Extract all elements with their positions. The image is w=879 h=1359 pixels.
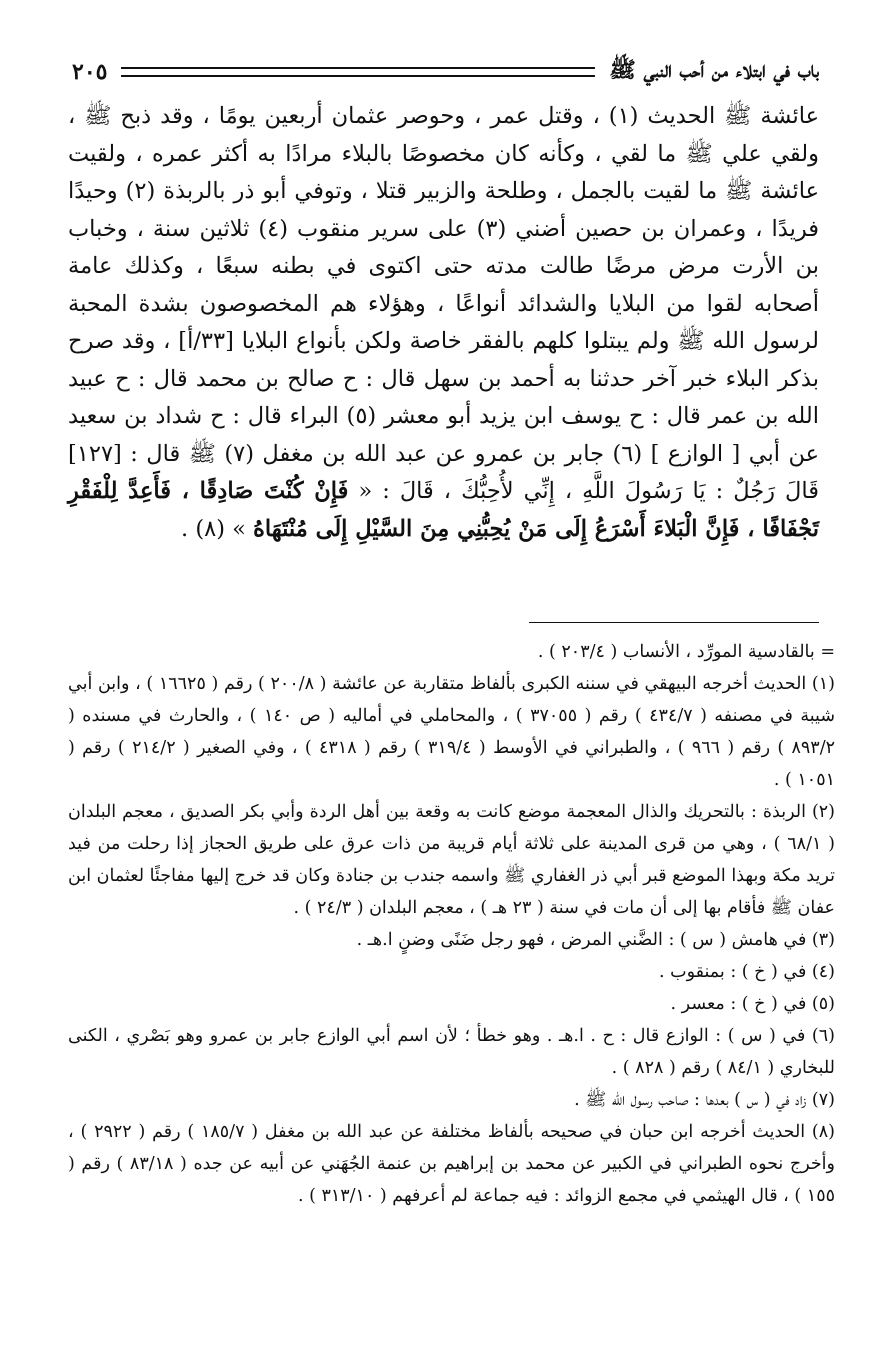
header-rule [121,67,595,77]
paragraph-tail: » (٨) . [181,515,246,542]
footnote-8: (٨) الحديث أخرجه ابن حبان في صحيحه بألفاظ مختلفة عن عبد الله بن مغفل ( ١٨٥/٧ ) رقم ( ٢٩٢٢ ) ، وأخرج نحوه الطبراني في الكبير عن محمد بن إبراهيم بن عنمة الجُهَني عن أبيه عن جده ( ٨٣/١٨ ) رقم ( ١٥٥ ) ، قال الهيثمي في مجمع الزوائد : فيه جماعة لم أعرفهم ( ٣١٣/١٠ ) . [68,1122,835,1206]
page-number: ٢٠٥ [72,59,108,85]
footnote-2: (٢) الربذة : بالتحريك والذال المعجمة موضع كانت به وقعة بين أهل الردة وأبي بكر الصديق ، معجم البلدان ( ٦٨/١ ) ، وهي من قرى المدينة على ثلاثة أيام قريبة من ذات عرق على طريق الحجاز إذا رحلت من فيد تريد مكة وبهذا الموضع قبر أبي ذر الغفاري ﷺ واسمه جندب بن جنادة وكان قد خرج إليها مفاجئًا لعثمان ابن عفان ﷺ فأقام بها إلى أن مات في سنة ( ٢٣ هـ ) ، معجم البلدان ( ٢٤/٣ ) . [68,802,836,918]
footnote-3: (٣) في هامش ( س ) : الضَّني المرض ، فهو رجل ضَنًى وضنٍ ا.هـ . [356,930,835,950]
footnote-4: (٤) في ( خ ) : بمنقوب . [659,962,835,982]
footnotes [68,636,835,1212]
main-text [68,98,819,548]
paragraph-text: عائشة ﷺ الحديث (١) ، وقتل عمر ، وحوصر عثمان أربعين يومًا ، وقد ذبح ﷺ ، ولقي علي ﷺ ما لقي ، وكأنه كان مخصوصًا بالبلاء مرادًا به أكثر عمره ، ولقيت عائشة ﷺ ما لقيت بالجمل ، وطلحة والزبير قتلا ، وتوفي أبو ذر بالربذة (٢) وحيدًا فريدًا ، وعمران بن حصين أضني (٣) على سرير منقوب (٤) ثلاثين سنة ، وخباب بن الأرت مرض مرضًا طالت مدته حتى اكتوى في بطنه سبعًا ، وكذلك عامة أصحابه لقوا من البلايا والشدائد أنواعًا ، وهؤلاء هم المخصوصون بشدة المحبة لرسول الله ﷺ ولم يبتلوا كلهم بالفقر خاصة ولكن بأنواع البلايا [٣٣/أ] ، وقد صرح بذكر البلاء خبر آخر حدثنا به أحمد بن سهل قال : ح صالح بن محمد قال : ح عبيد الله بن عمر قال : ح يوسف ابن يزيد أبو معشر (٥) البراء قال : ح شداد بن سعيد عن أبي [ الوازع ] (٦) جابر بن عمرو عن عبد الله بن مغفل (٧) ﷺ قال : [١٢٧] قَالَ رَجُلٌ : يَا رَسُولَ اللَّهِ ، إِنِّي لأُحِبُّكَ ، قَالَ : « [68,103,820,504]
hadith-quote: فَإِنْ كُنْتَ صَادِقًا ، فَأَعِدَّ لِلْفَقْرِ تَجْفَافًا ، فَإِنَّ الْبَلاءَ أَسْرَعُ إِلَى مَنْ يُحِبُّنِي مِنَ السَّيْلِ إِلَى مُنْتَهَاهُ [68,478,819,542]
footnote-7: (٧) زاد في ( س ) بعدها : صاحب رسول الله ﷺ . [574,1090,835,1110]
footnote-1: (١) الحديث أخرجه البيهقي في سننه الكبرى بألفاظ متقاربة عن عائشة ( ٢٠٠/٨ ) رقم ( ١٦٦٢٥ ) ، وابن أبي شيبة في مصنفه ( ٤٣٤/٧ ) رقم ( ٣٧٠٥٥ ) ، والمحاملي في أماليه ( ص ١٤٠ ) ، والحارث في مسنده ( ٨٩٣/٢ ) رقم ( ٩٦٦ ) ، والطبراني في الأوسط ( ٣١٩/٤ ) رقم ( ٤٣١٨ ) ، وفي الصغير ( ٢١٤/٢ ) رقم ( ١٠٥١ ) . [68,674,836,790]
footnote-continuation: = بالقادسية المورِّد ، الأنساب ( ٢٠٣/٤ ) . [537,642,835,662]
footnote-6: (٦) في ( س ) : الوازع قال : ح . ا.هـ . وهو خطأ ؛ لأن اسم أبي الوازع جابر بن عمرو وهو بَصْري ، الكنى للبخاري ( ٨٤/١ ) رقم ( ٨٢٨ ) . [68,1026,835,1078]
footnote-separator [529,622,819,623]
main-paragraph [68,98,819,548]
footnote-5: (٥) في ( خ ) : معسر . [670,994,835,1014]
chapter-title: باب في ابتلاء من أحب النبي ﷺ [609,57,819,83]
running-header [72,52,819,92]
